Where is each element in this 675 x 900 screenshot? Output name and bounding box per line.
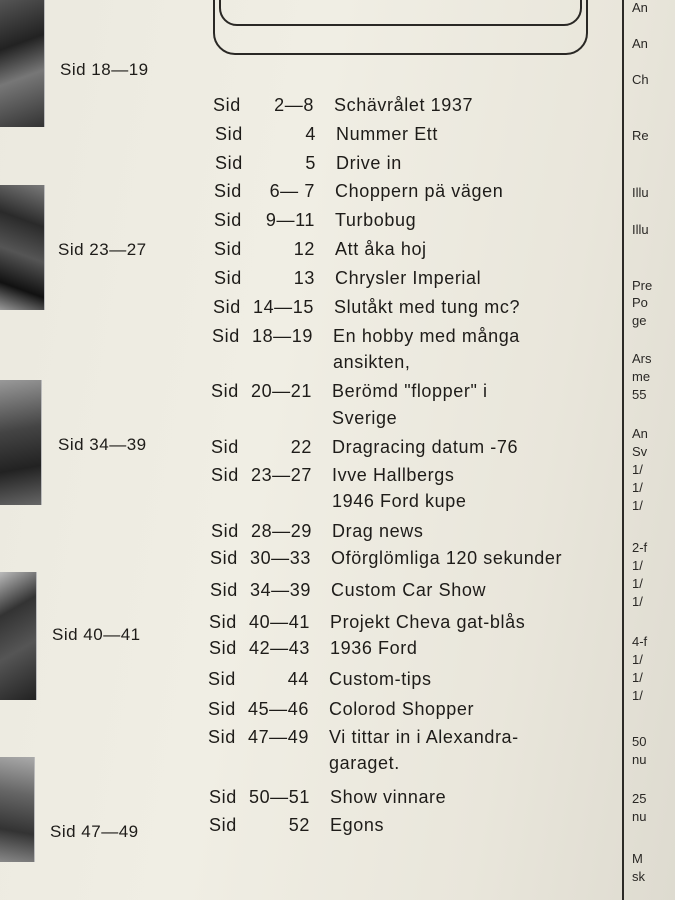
- toc-title-continued: Sverige: [332, 408, 398, 428]
- toc-title: Turbobug: [335, 210, 417, 230]
- toc-title: Berömd "flopper" i: [332, 381, 488, 401]
- toc-sid-label: Sid: [211, 465, 239, 485]
- toc-sid-label: Sid: [213, 297, 241, 317]
- toc-sid-label: Sid: [211, 381, 239, 401]
- toc-sid-label: Sid: [214, 239, 242, 259]
- toc-title-continued: ansikten,: [333, 352, 411, 372]
- toc-page-number: 9—11: [265, 210, 315, 230]
- toc-title-continued: garaget.: [329, 753, 400, 773]
- right-column-fragment: An: [632, 36, 648, 51]
- photo-caption: Sid 47—49: [50, 822, 139, 841]
- toc-title: Schävrålet 1937: [334, 95, 474, 115]
- toc-title: Colorod Shopper: [329, 699, 475, 719]
- toc-title: Drive in: [336, 153, 402, 173]
- toc-title: Oförglömliga 120 sekunder: [331, 548, 563, 568]
- toc-page-number: 50—51: [248, 787, 310, 807]
- toc-sid-label: Sid: [210, 548, 238, 568]
- right-column-fragment: Re: [632, 128, 649, 143]
- toc-page-number: 47—49: [247, 727, 309, 747]
- toc-page-number: 22: [290, 437, 312, 457]
- toc-title: Ivve Hallbergs: [332, 465, 455, 485]
- toc-title: Custom-tips: [329, 669, 432, 689]
- toc-page-number: 14—15: [252, 297, 314, 317]
- toc-page-number: 42—43: [248, 638, 310, 658]
- right-column-fragment: M: [632, 851, 643, 866]
- right-column-fragment: 1/: [632, 558, 643, 573]
- right-column-fragment: 1/: [632, 688, 643, 703]
- toc-title: Dragracing datum -76: [332, 437, 519, 457]
- toc-sid-label: Sid: [211, 521, 239, 541]
- toc-sid-label: Sid: [214, 210, 242, 230]
- toc-title: Vi tittar in i Alexandra-: [329, 727, 519, 747]
- right-column-fragment: Ch: [632, 72, 649, 87]
- toc-sid-label: Sid: [213, 95, 241, 115]
- photo-thumbnail: [0, 185, 45, 310]
- toc-title: 1936 Ford: [330, 638, 418, 658]
- right-column-fragment: Ars: [632, 351, 652, 366]
- right-column-fragment: 2-f: [632, 540, 648, 555]
- toc-page-number: 12: [293, 239, 315, 259]
- toc-page-number: 23—27: [250, 465, 312, 485]
- toc-page-number: 34—39: [249, 580, 311, 600]
- right-column-fragment: An: [632, 426, 648, 441]
- right-column-fragment: 1/: [632, 498, 643, 513]
- toc-sid-label: Sid: [209, 612, 237, 632]
- toc-page-number: 18—19: [251, 326, 313, 346]
- header-frame-inner: [219, 0, 582, 26]
- right-column-fragment: 4-f: [632, 634, 648, 649]
- right-column-fragment: 25: [632, 791, 647, 806]
- photo-caption: Sid 23—27: [58, 240, 147, 259]
- toc-title: Choppern pä vägen: [335, 181, 504, 201]
- toc-title: Egons: [330, 815, 385, 835]
- right-column-fragment: nu: [632, 809, 647, 824]
- toc-page-number: 28—29: [250, 521, 312, 541]
- toc-sid-label: Sid: [211, 437, 239, 457]
- right-column-fragment: 1/: [632, 480, 643, 495]
- right-column-fragment: 1/: [632, 576, 643, 591]
- right-column-fragment: sk: [632, 869, 645, 884]
- toc-sid-label: Sid: [212, 326, 240, 346]
- right-column-fragment: Illu: [632, 185, 649, 200]
- right-column-fragment: Po: [632, 295, 648, 310]
- toc-title: Slutåkt med tung mc?: [334, 297, 521, 317]
- right-column-fragment: Sv: [632, 444, 648, 459]
- photo-thumbnail: [0, 380, 42, 505]
- right-column-fragment: Pre: [632, 278, 653, 293]
- toc-sid-label: Sid: [209, 787, 237, 807]
- toc-page-number: 44: [287, 669, 309, 689]
- photo-thumbnail: [0, 572, 37, 700]
- toc-page-number: 6— 7: [269, 181, 315, 201]
- toc-sid-label: Sid: [209, 638, 237, 658]
- toc-title: En hobby med många: [333, 326, 520, 346]
- column-divider: [622, 0, 624, 900]
- right-column-fragment: Illu: [632, 222, 649, 237]
- right-column-fragment: 55: [632, 387, 647, 402]
- toc-title: Chrysler Imperial: [335, 268, 482, 288]
- toc-sid-label: Sid: [215, 124, 243, 144]
- photo-caption: Sid 18—19: [60, 60, 149, 79]
- toc-sid-label: Sid: [210, 580, 238, 600]
- toc-sid-label: Sid: [214, 268, 242, 288]
- toc-page-number: 52: [288, 815, 310, 835]
- toc-page-number: 4: [305, 124, 316, 144]
- toc-sid-label: Sid: [208, 669, 236, 689]
- toc-title: Custom Car Show: [331, 580, 487, 600]
- toc-sid-label: Sid: [215, 153, 243, 173]
- toc-page-number: 2—8: [274, 95, 314, 115]
- toc-title: Show vinnare: [330, 787, 447, 807]
- toc-sid-label: Sid: [209, 815, 237, 835]
- toc-page-number: 45—46: [247, 699, 309, 719]
- toc-title: Att åka hoj: [335, 239, 427, 259]
- toc-page-number: 13: [293, 268, 315, 288]
- photo-thumbnail: [0, 757, 35, 862]
- right-column-cut-text: [632, 0, 675, 900]
- right-column-fragment: 50: [632, 734, 647, 749]
- right-column-fragment: 1/: [632, 594, 643, 609]
- toc-title-continued: 1946 Ford kupe: [332, 491, 467, 511]
- right-column-fragment: ge: [632, 313, 647, 328]
- photo-thumbnail: [0, 0, 45, 127]
- toc-page-number: 20—21: [250, 381, 312, 401]
- toc-sid-label: Sid: [214, 181, 242, 201]
- right-column-fragment: nu: [632, 752, 647, 767]
- toc-page-number: 30—33: [249, 548, 311, 568]
- toc-page-number: 5: [305, 153, 316, 173]
- right-column-fragment: 1/: [632, 462, 643, 477]
- toc-title: Nummer Ett: [336, 124, 439, 144]
- photo-caption: Sid 34—39: [58, 435, 147, 454]
- right-column-fragment: me: [632, 369, 651, 384]
- right-column-fragment: An: [632, 0, 648, 15]
- right-column-fragment: 1/: [632, 652, 643, 667]
- photo-caption: Sid 40—41: [52, 625, 141, 644]
- toc-sid-label: Sid: [208, 699, 236, 719]
- right-column-fragment: 1/: [632, 670, 643, 685]
- toc-sid-label: Sid: [208, 727, 236, 747]
- toc-title: Projekt Cheva gat-blås: [330, 612, 526, 632]
- toc-page-number: 40—41: [248, 612, 310, 632]
- toc-title: Drag news: [332, 521, 424, 541]
